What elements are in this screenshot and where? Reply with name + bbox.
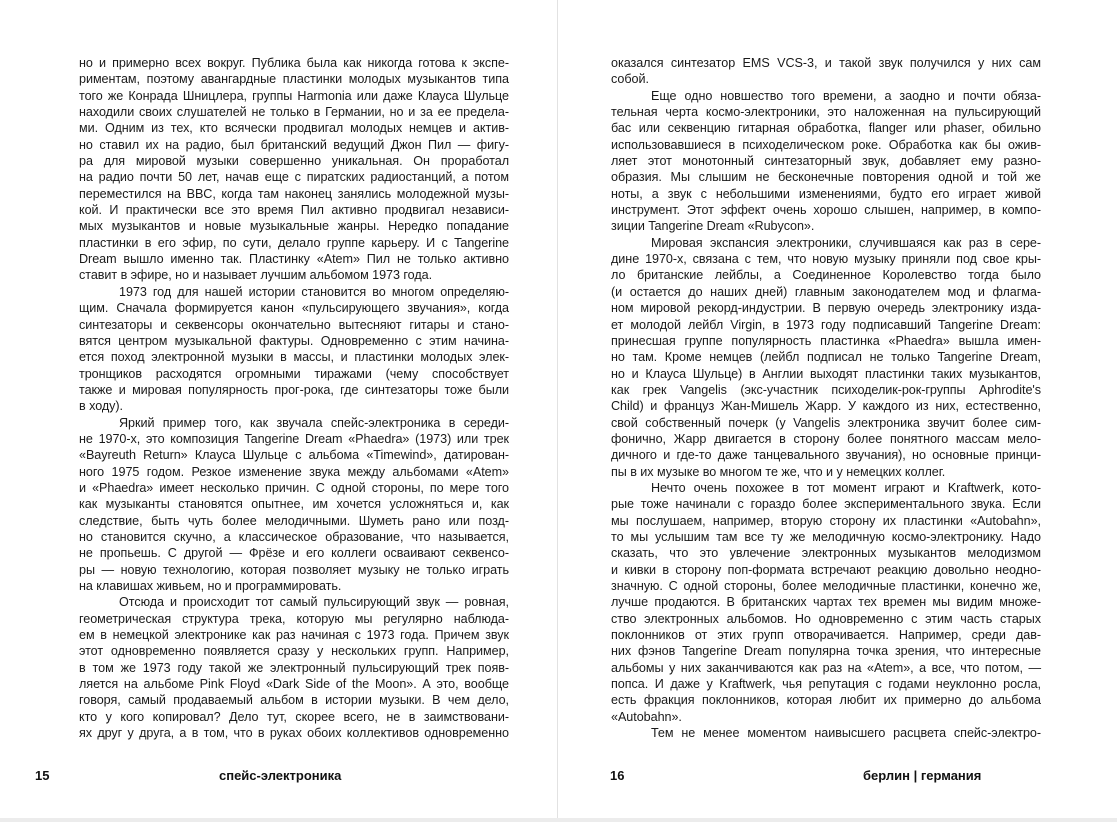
text-line: лучше продаются. В британских чартах тех времен мы видим множе- bbox=[611, 595, 1041, 610]
text-line: этот одновременно появляется сразу у нескольких групп. Например, bbox=[79, 644, 509, 659]
text-line: на клавишах живьем, но и программировать. bbox=[79, 579, 342, 593]
text-line: собой. bbox=[611, 72, 649, 87]
text-line: инструмент. Этот эффект очень хорошо слышен, например, в компо- bbox=[611, 203, 1041, 218]
text-line: кой. И практически все это время Пил активно продвигал независи- bbox=[79, 203, 509, 218]
text-line: ставит в эфире, но и называет лучшим альбомом 1973 года. bbox=[79, 268, 433, 283]
text-line: дине 1970-х, связана с тем, что новую музыку приняли под свое кры- bbox=[611, 252, 1041, 267]
text-line: тельная черта космо-электроники, это наложенная на пульсирующий bbox=[611, 105, 1041, 120]
text-line: не пропьешь. С другой — Фрёзе и его коллеги осваивают секвенсо- bbox=[79, 546, 509, 561]
left-page-body-text bbox=[79, 55, 509, 741]
text-line: говоря, самый продаваемый альбом в истории музыки. В чем дело, bbox=[79, 693, 509, 708]
text-line: синтезаторы и секвенсоры окончательно вытесняют гитары и стано- bbox=[79, 317, 509, 332]
text-line: щим. Сначала формируется канон «пульсирующего звучания», когда bbox=[79, 301, 509, 316]
text-line: пластинки в его эфир, по сути, делало группе карьеру. И с Tangerine bbox=[79, 235, 509, 250]
text-line: ях друг у друга, а в том, что в руках обоих коллективов одновременно bbox=[79, 726, 509, 741]
text-line: но ставил их на радио, был британский ведущий Джон Пил — фигу- bbox=[79, 137, 509, 152]
text-line: в ходу). bbox=[79, 399, 124, 414]
text-line: дичного и где-то даже танцевального звучания), но основные принци- bbox=[611, 448, 1041, 463]
text-line: Яркий пример того, как звучала спейс-электроника в середи- bbox=[119, 415, 509, 430]
text-line: фонично, Жарр двигается в сторону более понятного массам мело- bbox=[611, 431, 1041, 446]
text-line: значную. С одной стороны, более мелодичные пластинки, конечно же, bbox=[611, 579, 1041, 593]
bottom-edge bbox=[0, 818, 1117, 822]
text-line: но и Клауса Шульце) в Англии выходят пластинки таких музыкантов, bbox=[611, 366, 1041, 381]
text-line: того же Конрада Шницлера, группы Harmonia или даже Клауса Шульце bbox=[79, 88, 509, 103]
text-line: ется поход электронной музыки в массы, и пластинки молодых элек- bbox=[79, 350, 509, 365]
text-line: и кивки в сторону поп-формата встречают реакцию довольно неодно- bbox=[611, 562, 1041, 577]
text-line: ляется на альбоме Pink Floyd «Dark Side of the Moon». А это, вообще bbox=[79, 677, 509, 692]
text-line: на радио почти 50 лет, начав еще с пиратских радиостанций, а потом bbox=[79, 170, 509, 185]
text-line: попса. И даже у Kraftwerk, чья репутация с годами неуклонно росла, bbox=[611, 677, 1041, 692]
text-line: сказать, что это увлечение электронных музыкантов мелодизмом bbox=[611, 546, 1041, 561]
text-line: ми. Одним из тех, кто всячески продвигал молодых немцев и актив- bbox=[79, 121, 509, 136]
text-line: альбомы у них заканчиваются как раз на «Atem», а все, что потом, — bbox=[611, 660, 1041, 675]
text-line: как грек Vangelis (экс-участник психоделик-рок-группы Aphrodite's bbox=[611, 382, 1041, 397]
text-line: в том же 1973 году такой же электронный пульсирующий трек появ- bbox=[79, 660, 509, 675]
text-line: но там. Кроме немцев (лейбл подписал не только Tangerine Dream, bbox=[611, 350, 1041, 365]
text-line: как музыканты становятся опытнее, им хочется усложняться и, как bbox=[79, 497, 509, 512]
page-number-left: 15 bbox=[35, 768, 50, 783]
text-line: принесшая группе популярность пластинка «Phaedra» вышла имен- bbox=[611, 333, 1041, 348]
text-line: не 1970-х, это композиция Tangerine Dream «Phaedra» (1973) или трек bbox=[79, 431, 509, 446]
text-line: Child) и француз Жан-Мишель Жарр. У каждого из них, естественно, bbox=[611, 399, 1041, 414]
text-line: 1973 год для нашей истории становится во многом определяю- bbox=[119, 284, 509, 299]
text-line: геометрическая структура трека, которую мы регулярно наблюда- bbox=[79, 611, 509, 626]
text-line: ры — новую технологию, которая позволяет музыку не только играть bbox=[79, 562, 509, 577]
text-line: ного 1975 годом. Резкое изменение звука между альбомами «Atem» bbox=[79, 464, 509, 479]
text-line: ноты, а звук с небольшими изменениями, будто его играет живой bbox=[611, 186, 1041, 201]
text-line: находили своих слушателей не только в Германии, но и за ее предела- bbox=[79, 105, 509, 120]
text-line: зиции Tangerine Dream «Rubycon». bbox=[611, 219, 815, 234]
text-line: ет молодой лейбл Virgin, в 1973 году подписавший Tangerine Dream: bbox=[611, 317, 1041, 332]
text-line: «Autobahn». bbox=[611, 709, 682, 724]
page-number-right: 16 bbox=[610, 768, 625, 783]
text-line: риментам, поэтому авангардные пластинки молодых музыкантов типа bbox=[79, 72, 509, 87]
text-line: ра для мировой музыки совершенно уникальная. Он проработал bbox=[79, 154, 509, 169]
text-line: свой собственный почерк (у Vangelis электроника звучит более сим- bbox=[611, 415, 1041, 430]
text-line: ло британские лейблы, а Соединенное Королевство тогда было bbox=[611, 268, 1041, 283]
text-line: Тем не менее моментом наивысшего расцвета спейс-электро- bbox=[651, 726, 1041, 741]
text-line: следствие, быть чуть более мелодичными. Шуметь рано или позд- bbox=[79, 513, 509, 528]
text-line: вятся центром музыкальной фактуры. Одновременно с этим начина- bbox=[79, 333, 509, 348]
text-line: ство электронных альбомов. Но одновременно с этим часть старых bbox=[611, 611, 1041, 626]
text-line: Нечто очень похожее в тот момент играют и Kraftwerk, кото- bbox=[651, 480, 1041, 495]
text-line: но становится скучно, а классическое образование, что называется, bbox=[79, 529, 509, 544]
text-line: рые тоже начинали с гораздо более экспериментального звука. Если bbox=[611, 497, 1041, 512]
text-line: но и примерно всех вокруг. Публика была как никогда готова к экспе- bbox=[79, 56, 509, 70]
text-line: бас или секвенцию гитарная обработка, flanger или phaser, обильно bbox=[611, 121, 1041, 136]
right-page bbox=[558, 0, 1117, 818]
text-line: и «Phaedra» имеет несколько причин. С одной стороны, по мере того bbox=[79, 480, 509, 495]
text-line: оказался синтезатор EMS VCS-3, и такой звук получился у них сам bbox=[611, 56, 1041, 70]
text-line: ляет этот монотонный синтезаторный звук, добавляет ему разно- bbox=[611, 154, 1041, 169]
text-line: (и остается до наших дней) главным законодателем мод и флагма- bbox=[611, 284, 1041, 299]
text-line: Мировая экспансия электроники, случившаяся как раз в сере- bbox=[651, 235, 1041, 250]
running-head-right: берлин | германия bbox=[863, 768, 982, 783]
text-line: поклонников от этих групп отворачивается. Например, среди дав- bbox=[611, 628, 1041, 643]
text-line: образия. Мы слышим не бесконечные повторения одной и той же bbox=[611, 170, 1041, 185]
running-head-left: спейс-электроника bbox=[219, 768, 342, 783]
text-line: «Bayreuth Return» Клауса Шульце с альбома «Timewind», датирован- bbox=[79, 448, 509, 463]
text-line: то мы услышим там все ту же мелодичную космо-электронику. Надо bbox=[611, 529, 1041, 544]
right-page-body-text bbox=[611, 55, 1041, 741]
text-line: также и мировая популярность прог-рока, где синтезаторы тоже были bbox=[79, 382, 509, 397]
text-line: Отсюда и происходит тот самый пульсирующий звук — ровная, bbox=[119, 595, 509, 610]
text-line: ном мировой рекорд-индустрии. В первую очередь электронику изда- bbox=[611, 301, 1041, 316]
text-line: ем в немецкой электронике как раз начиная с 1973 года. Причем звук bbox=[79, 628, 509, 643]
text-line: Еще одно новшество того времени, а заодно и почти обяза- bbox=[651, 88, 1041, 103]
text-line: переместился на BBC, когда там наконец занялись молодежной музы- bbox=[79, 186, 509, 201]
text-line: кто у кого копировал? Дело тут, скорее всего, не в заимствовани- bbox=[79, 709, 509, 724]
text-line: них фэнов Tangerine Dream популярна точка зрения, что интересные bbox=[611, 644, 1041, 659]
text-line: пы в их музыке во многом те же, что и у немецких коллег. bbox=[611, 464, 946, 479]
text-line: тронщиков расходятся огромными тиражами (чему способствует bbox=[79, 366, 509, 381]
left-page bbox=[0, 0, 557, 818]
text-line: использовавшиеся в психоделическом роке. Обработка как бы ожив- bbox=[611, 137, 1041, 152]
text-line: мы послушаем, например, вторую сторону их пластинки «Autobahn», bbox=[611, 513, 1041, 528]
text-line: мых музыкантов и новые музыкальные жанры. Нередко попадание bbox=[79, 219, 509, 234]
text-line: есть фракция поклонников, которая любит их примерно до альбома bbox=[611, 693, 1041, 708]
text-line: Dream вышло именно так. Пластинку «Atem» Пил не только активно bbox=[79, 252, 509, 267]
